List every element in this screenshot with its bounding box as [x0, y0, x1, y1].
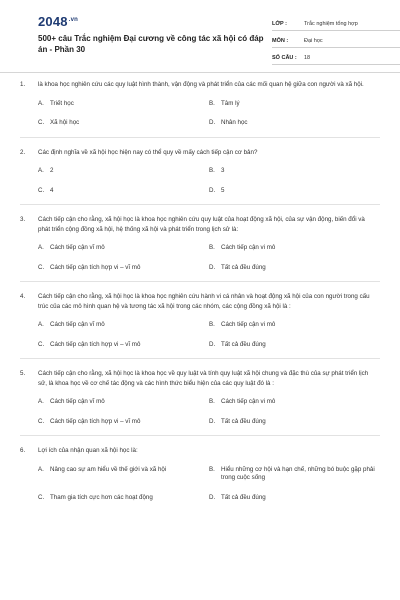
answer-option-c[interactable]: [38, 494, 209, 503]
question-list: [20, 80, 380, 502]
question-text: Cách tiếp cận cho rằng, xã hội học là khoa học nghiên cứu quy luật của hoạt động xã hội, của sự vận động, biến đổi và phát triển cộng đồng xã hội, hệ thống xã hội và phát triển trong lịch sử là:: [38, 216, 365, 233]
answer-option-d[interactable]: [209, 418, 380, 427]
answer-option-c[interactable]: [38, 119, 209, 128]
answer-options: [38, 100, 380, 128]
option-text: Xã hội học: [50, 119, 80, 126]
document-header: [20, 0, 380, 72]
answer-option-a[interactable]: [38, 100, 209, 109]
question-1: [20, 80, 380, 128]
answer-option-b[interactable]: [209, 321, 380, 330]
option-letter: B.: [209, 167, 215, 174]
answer-options: [38, 244, 380, 272]
meta-row-count: [272, 48, 400, 65]
option-text: Tất cả đều đúng: [221, 493, 266, 501]
option-text: Tâm lý: [221, 99, 240, 107]
option-letter: A.: [38, 465, 44, 473]
site-logo[interactable]: [38, 14, 78, 29]
document-title: 500+ câu Trắc nghiệm Đại cương về công tác xã hội có đáp án - Phần 30: [38, 34, 264, 54]
answer-option-a[interactable]: [38, 321, 209, 330]
option-letter: B.: [209, 398, 215, 405]
answer-option-d[interactable]: [209, 341, 380, 350]
option-text: 5: [221, 186, 225, 194]
question-number: 6.: [20, 447, 26, 454]
question-2: [20, 148, 380, 196]
answer-option-d[interactable]: [209, 187, 380, 196]
option-letter: D.: [209, 186, 216, 194]
option-letter: C.: [38, 417, 45, 425]
option-text: Cách tiếp cận vi mô: [221, 244, 276, 251]
answer-option-d[interactable]: [209, 119, 380, 128]
option-text: Nâng cao sự am hiểu về thế giới và xã hội: [50, 465, 167, 473]
option-text: Cách tiếp cận vĩ mô: [50, 244, 105, 251]
question-separator: [20, 281, 380, 282]
option-text: Hiểu những cơ hội và hạn chế, những bó buộc gặp phải trong cuộc sống: [221, 465, 375, 481]
question-3: [20, 215, 380, 272]
question-text: Lợi ích của nhận quan xã hội học là:: [38, 447, 138, 454]
header-divider: [0, 72, 400, 73]
question-number: 2.: [20, 148, 26, 156]
question-6: [20, 446, 380, 502]
question-text: Các định nghĩa về xã hội học hiện nay có thể quy về mấy cách tiếp cận cơ bản?: [38, 148, 258, 156]
question-number: 1.: [20, 81, 26, 88]
answer-option-c[interactable]: [38, 341, 209, 350]
option-letter: B.: [209, 244, 215, 251]
option-letter: B.: [209, 99, 215, 107]
meta-row-class: [272, 14, 400, 31]
option-text: Tất cả đều đúng: [221, 340, 266, 348]
option-letter: B.: [209, 321, 215, 328]
logo-text: 2048: [38, 14, 68, 29]
question-number: 4.: [20, 293, 26, 300]
question-4: [20, 292, 380, 349]
option-letter: C.: [38, 186, 45, 194]
option-letter: C.: [38, 493, 45, 501]
answer-option-c[interactable]: [38, 187, 209, 196]
option-text: Cách tiếp cận vi mô: [221, 398, 276, 405]
question-number: 3.: [20, 216, 26, 223]
answer-option-d[interactable]: [209, 494, 380, 503]
meta-label: LỚP :: [272, 21, 287, 27]
option-text: Cách tiếp cận vĩ mô: [50, 398, 105, 405]
option-text: Tất cả đều đúng: [221, 263, 266, 271]
option-text: Cách tiếp cận tích hợp vi – vĩ mô: [50, 417, 141, 425]
meta-row-subject: [272, 31, 400, 48]
answer-option-a[interactable]: [38, 244, 209, 253]
question-text: Cách tiếp cận cho rằng, xã hội học là khoa học nghiên cứu hành vi cá nhân và hoạt động xã hội của con người trong cấu trúc của các mô hình quan hệ và tương tác xã hội trong các nhóm, các cộng đồng xã hội là :: [38, 293, 370, 310]
answer-option-c[interactable]: [38, 418, 209, 427]
meta-value: Trắc nghiệm tổng hợp: [304, 21, 358, 27]
answer-option-b[interactable]: [209, 167, 380, 176]
option-letter: D.: [209, 493, 216, 501]
option-text: Cách tiếp cận vi mô: [221, 321, 276, 328]
option-letter: C.: [38, 263, 45, 271]
question-text: là khoa học nghiên cứu các quy luật hình thành, vận động và phát triển của các mối quan hệ giữa con người và xã hội.: [38, 81, 364, 88]
option-text: 4: [50, 186, 54, 194]
option-letter: A.: [38, 398, 44, 405]
logo-suffix: .vn: [68, 16, 79, 23]
option-text: Nhân học: [221, 119, 248, 126]
option-text: 3: [221, 167, 225, 174]
answer-options: [38, 466, 380, 503]
answer-option-b[interactable]: [209, 466, 380, 483]
answer-option-b[interactable]: [209, 100, 380, 109]
question-number: 5.: [20, 370, 26, 377]
option-letter: B.: [209, 465, 215, 473]
option-text: Cách tiếp cận vĩ mô: [50, 321, 105, 328]
option-text: Cách tiếp cận tích hợp vi – vĩ mô: [50, 263, 141, 271]
option-text: Tất cả đều đúng: [221, 417, 266, 425]
answer-option-b[interactable]: [209, 398, 380, 407]
answer-option-a[interactable]: [38, 167, 209, 176]
question-5: [20, 369, 380, 426]
option-letter: D.: [209, 340, 216, 348]
answer-options: [38, 321, 380, 349]
answer-option-a[interactable]: [38, 398, 209, 407]
option-letter: A.: [38, 321, 44, 328]
option-text: Triết học: [50, 99, 74, 107]
answer-options: [38, 398, 380, 426]
option-letter: A.: [38, 99, 44, 107]
option-letter: D.: [209, 119, 216, 126]
answer-option-d[interactable]: [209, 264, 380, 273]
answer-options: [38, 167, 380, 195]
option-text: 2: [50, 167, 54, 174]
option-letter: A.: [38, 167, 44, 174]
answer-option-c[interactable]: [38, 264, 209, 273]
option-letter: C.: [38, 340, 45, 348]
question-separator: [20, 358, 380, 359]
meta-label: SỐ CÂU :: [272, 55, 297, 61]
option-letter: A.: [38, 244, 44, 251]
answer-option-b[interactable]: [209, 244, 380, 253]
question-separator: [20, 204, 380, 205]
document-meta: [272, 14, 400, 65]
option-text: Tham gia tích cực hơn các hoạt động: [50, 493, 153, 501]
answer-option-a[interactable]: [38, 466, 209, 483]
option-letter: D.: [209, 417, 216, 425]
question-separator: [20, 137, 380, 138]
option-text: Cách tiếp cận tích hợp vi – vĩ mô: [50, 340, 141, 348]
meta-value: 18: [304, 55, 311, 61]
meta-label: MÔN :: [272, 38, 289, 44]
meta-value: Đại học: [304, 38, 323, 44]
option-letter: C.: [38, 119, 45, 126]
question-separator: [20, 435, 380, 436]
question-text: Cách tiếp cận cho rằng, xã hội học là khoa học về quy luật và tính quy luật xã hội chung và đặc thù của sự phát triển lịch sử, là khoa học về cơ chế tác động và các hình thức biểu hiện của các quy luật đó là :: [38, 370, 369, 387]
option-letter: D.: [209, 263, 216, 271]
